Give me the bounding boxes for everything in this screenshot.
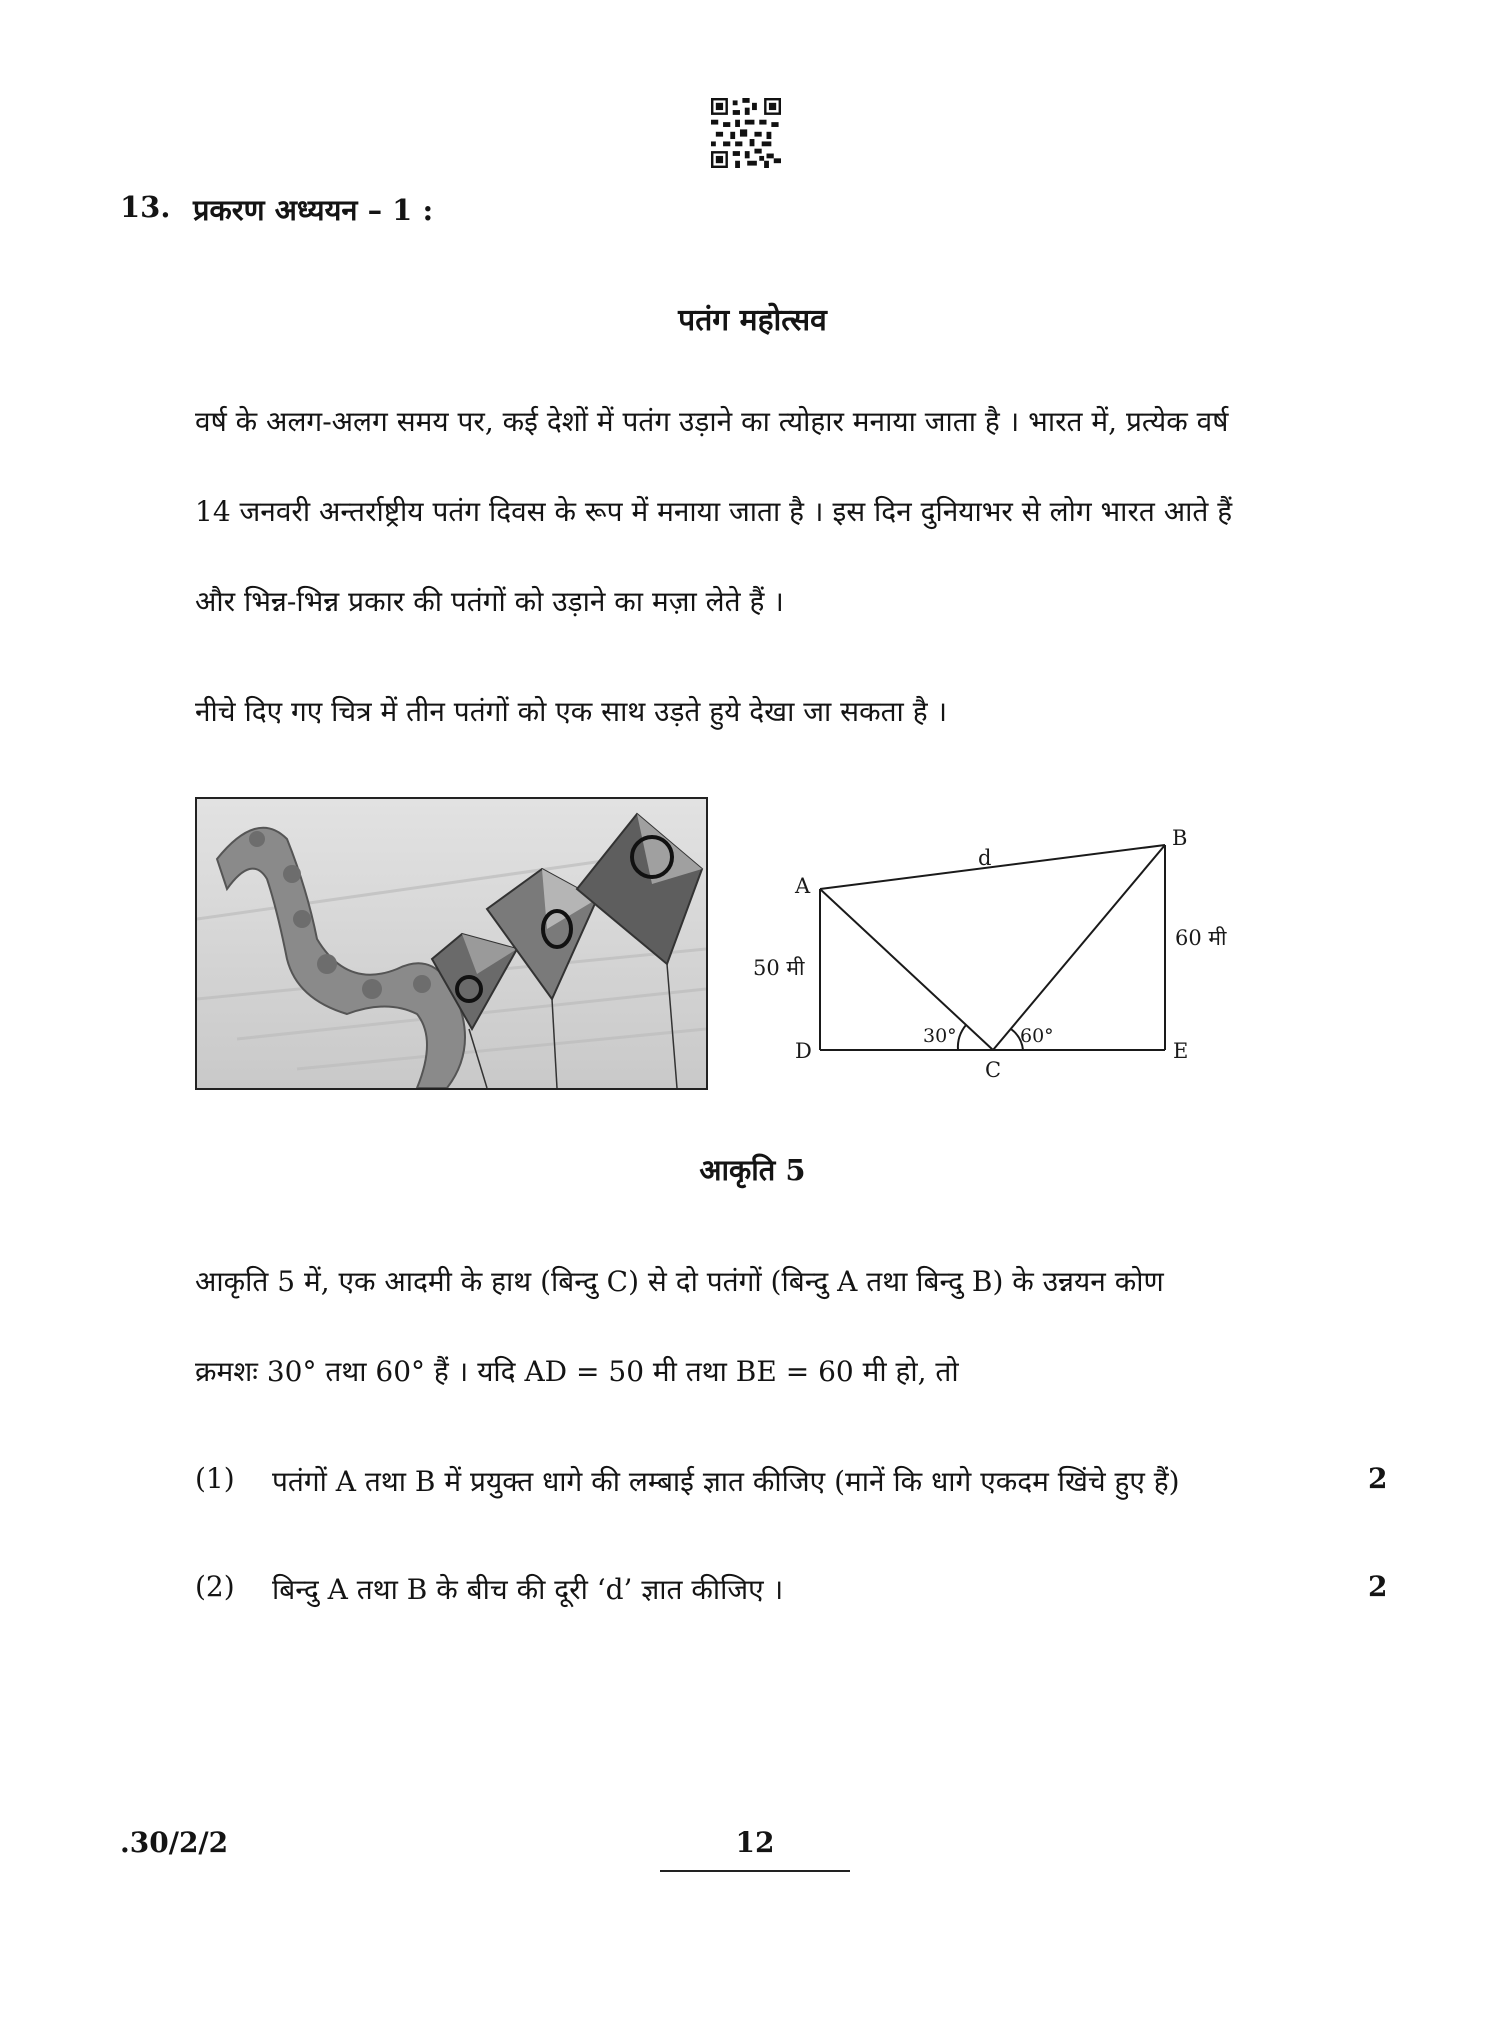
line-ac: [820, 889, 993, 1050]
label-ad-height: 50 मी: [753, 956, 805, 980]
label-a: A: [795, 874, 811, 898]
statement-line-2: क्रमशः 30° तथा 60° हैं । यदि AD = 50 मी तथा BE = 60 मी हो, तो: [195, 1355, 959, 1388]
page-number-underline: [660, 1870, 850, 1872]
subquestion-2-number: (2): [195, 1570, 235, 1603]
question-number: 13.: [120, 190, 171, 224]
subquestion-1-number: (1): [195, 1462, 235, 1495]
paragraph-line-1: वर्ष के अलग-अलग समय पर, कई देशों में पतंग उड़ाने का त्योहार मनाया जाता है । भारत में, प्रत्येक वर्ष: [195, 405, 1229, 438]
figure-intro-text: नीचे दिए गए चित्र में तीन पतंगों को एक साथ उड़ते हुये देखा जा सकता है ।: [195, 695, 948, 728]
label-be-height: 60 मी: [1175, 926, 1227, 950]
case-study-title: पतंग महोत्सव: [678, 303, 827, 338]
label-d-distance: d: [978, 846, 992, 870]
kites-photo: [195, 797, 708, 1090]
qr-code: [711, 98, 781, 168]
geometry-diagram: [740, 820, 1280, 1120]
label-b: B: [1172, 826, 1188, 850]
subquestion-2-text: बिन्दु A तथा B के बीच की दूरी ‘d’ ज्ञात कीजिए ।: [272, 1573, 784, 1606]
label-e: E: [1173, 1039, 1189, 1063]
line-cb: [993, 845, 1165, 1050]
label-c: C: [985, 1058, 1002, 1082]
subquestion-1-text: पतंगों A तथा B में प्रयुक्त धागे की लम्बाई ज्ञात कीजिए (मानें कि धागे एकदम खिंचे हुए हैं): [272, 1465, 1180, 1498]
angle-arc-left: [958, 1025, 966, 1050]
paragraph-line-3: और भिन्न-भिन्न प्रकार की पतंगों को उड़ाने का मज़ा लेते हैं ।: [195, 585, 784, 618]
line-ab: [820, 845, 1165, 889]
case-study-heading: प्रकरण अध्ययन – 1 :: [193, 193, 434, 227]
paper-code: .30/2/2: [120, 1826, 229, 1859]
page-number: 12: [735, 1826, 775, 1859]
label-d: D: [795, 1039, 812, 1063]
statement-line-1: आकृति 5 में, एक आदमी के हाथ (बिन्दु C) से दो पतंगों (बिन्दु A तथा बिन्दु B) के उन्नयन कोण: [195, 1265, 1164, 1298]
paragraph-line-2: 14 जनवरी अन्तर्राष्ट्रीय पतंग दिवस के रूप में मनाया जाता है । इस दिन दुनियाभर से लोग भारत आते हैं: [195, 495, 1233, 528]
subquestion-2-marks: 2: [1368, 1570, 1388, 1603]
figure-caption: आकृति 5: [699, 1153, 806, 1187]
label-angle-30: 30°: [923, 1025, 957, 1047]
subquestion-1-marks: 2: [1368, 1462, 1388, 1495]
label-angle-60: 60°: [1020, 1025, 1054, 1047]
